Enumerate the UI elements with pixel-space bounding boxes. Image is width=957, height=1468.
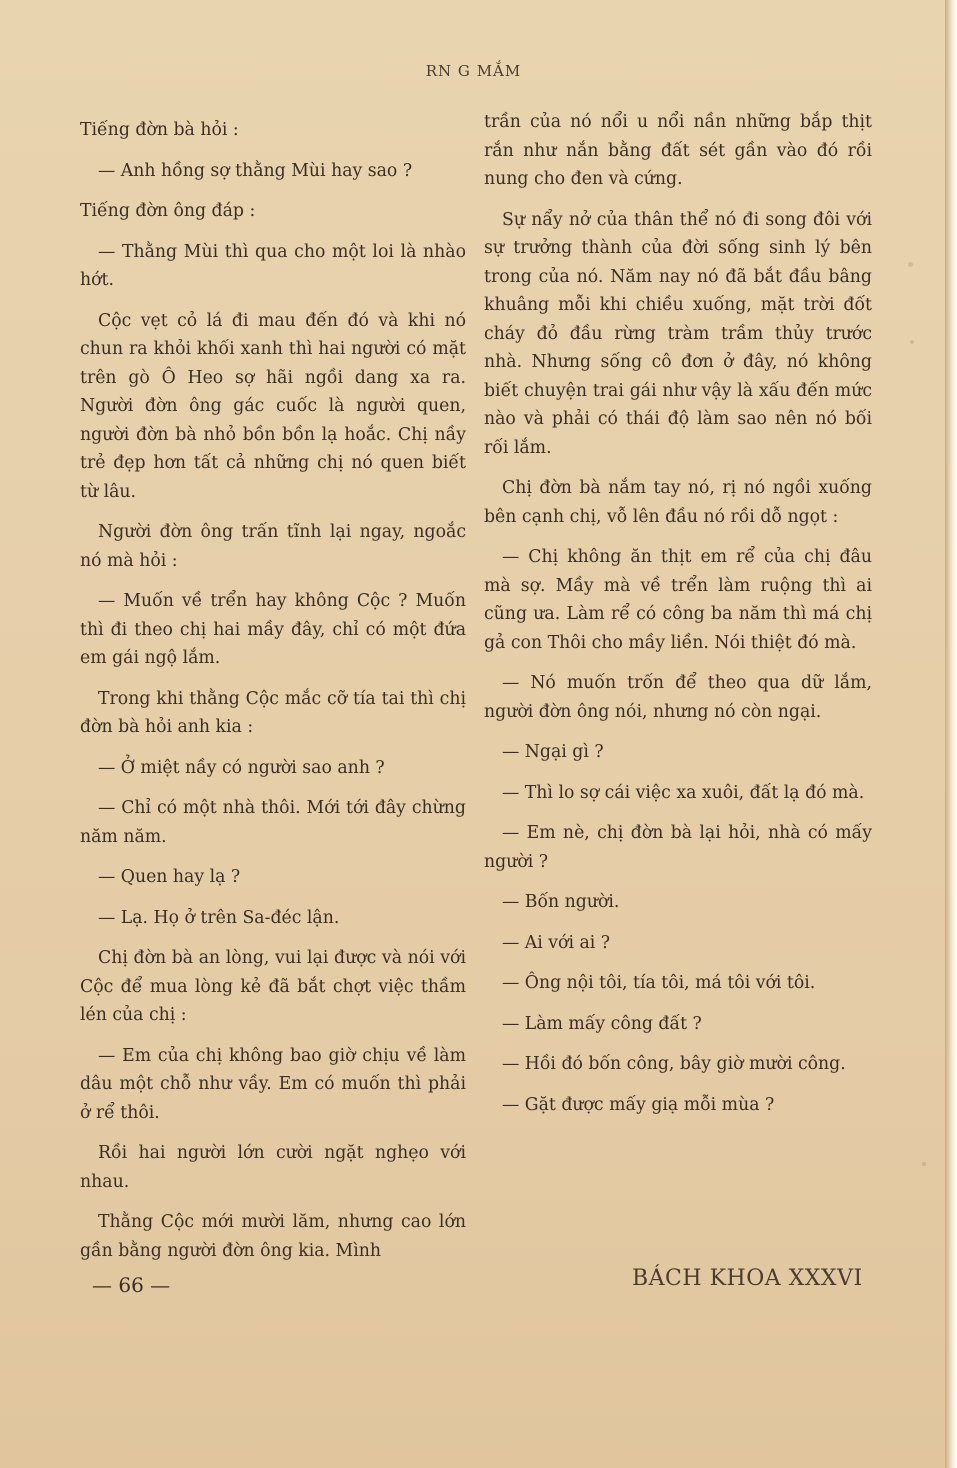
- paragraph: Rồi hai người lớn cười ngặt nghẹo với nhau.: [80, 1143, 466, 1192]
- paragraph: — Ai với ai ?: [502, 932, 611, 953]
- magazine-title: BÁCH KHOA XXXVI: [632, 1266, 863, 1291]
- paragraph: — Anh hồng sợ thằng Mùi hay sao ?: [98, 160, 413, 181]
- paragraph: — Muốn về trển hay không Cộc ? Muốn thì đi theo chị hai mầy đây, chỉ có một đứa em gái ngộ lắm.: [80, 591, 466, 668]
- paragraph: — Em của chị không bao giờ chịu về làm dâu một chỗ như vầy. Em có muốn thì phải ở rể thôi.: [80, 1045, 466, 1123]
- paragraph: — Thằng Mùi thì qua cho một loi là nhào hớt.: [80, 241, 466, 290]
- paragraph: — Ông nội tôi, tía tôi, má tôi với tôi.: [502, 973, 816, 993]
- paragraph: — Chỉ có một nhà thôi. Mới tới đây chừng năm năm.: [80, 798, 466, 847]
- right-column: [484, 108, 872, 1131]
- paragraph: — Chị không ăn thịt em rể của chị đâu mà sợ. Mầy mà về trển làm ruộng thì ai cũng ưa. Làm rể có công ba năm thì má chị gả con Thôi cho mầy liền. Nói thiệt đó mà.: [484, 547, 872, 653]
- page-number: — 66 —: [92, 1273, 171, 1297]
- paragraph: — Bốn người.: [502, 892, 620, 912]
- paragraph: Chị đờn bà nắm tay nó, rị nó ngồi xuống bên cạnh chị, vỗ lên đầu nó rồi dỗ ngọt :: [484, 478, 872, 527]
- page-edge: [945, 0, 957, 1468]
- paragraph: Thằng Cộc mới mười lăm, nhưng cao lớn gần bằng người đờn ông kia. Mình: [80, 1212, 466, 1261]
- paper-spot: [910, 340, 914, 344]
- paragraph: — Làm mấy công đất ?: [502, 1013, 702, 1034]
- paragraph: — Em nè, chị đờn bà lại hỏi, nhà có mấy người ?: [484, 823, 872, 872]
- paragraph: — Hồi đó bốn công, bây giờ mười công.: [502, 1054, 846, 1074]
- paragraph: — Quen hay lạ ?: [98, 867, 241, 887]
- paragraph: trần của nó nổi u nổi nần những bắp thịt rắn như nắn bằng đất sét gần vào đó rồi nung cho đen và cứng.: [484, 112, 872, 189]
- paragraph: — Thì lo sợ cái việc xa xuôi, đất lạ đó mà.: [502, 782, 865, 803]
- paragraph: Cộc vẹt cỏ lá đi mau đến đó và khi nó chun ra khỏi khối xanh thì hai người có mặt trên gò Ô Heo sợ hãi ngồi dang xa ra. Người đờn ông gác cuốc là người quen, người đờn bà nhỏ bồn bồn lạ hoắc. Chị nầy trẻ đẹp hơn tất cả những chị nó quen biết từ lâu.: [80, 310, 466, 502]
- paragraph: Tiếng đờn ông đáp :: [80, 201, 256, 221]
- paragraph: — Lạ. Họ ở trên Sa-đéc lận.: [98, 907, 340, 928]
- left-column: [80, 116, 466, 1277]
- running-header: RN G MẮM: [425, 62, 522, 80]
- paragraph: Người đờn ông trấn tĩnh lại ngay, ngoắc nó mà hỏi :: [80, 522, 466, 571]
- paper-spot: [922, 1162, 926, 1166]
- paragraph: Tiếng đờn bà hỏi :: [80, 120, 239, 140]
- paragraph: — Nó muốn trốn để theo qua dữ lắm, người đờn ông nói, nhưng nó còn ngại.: [484, 673, 872, 722]
- paper-spot: [908, 262, 913, 267]
- paragraph: — Ở miệt nầy có người sao anh ?: [98, 757, 385, 778]
- paragraph: Trong khi thằng Cộc mắc cỡ tía tai thì chị đờn bà hỏi anh kia :: [80, 688, 466, 737]
- paragraph: — Gặt được mấy giạ mỗi mùa ?: [502, 1094, 775, 1115]
- paragraph: — Ngại gì ?: [502, 742, 604, 762]
- paragraph: Sự nẩy nở của thân thể nó đi song đôi với sự trưởng thành của đời sống sinh lý bên trong của nó. Năm nay nó đã bắt đầu bâng khuâng mỗi khi chiều xuống, mặt trời đốt cháy đỏ đầu rừng tràm trầm thủy trước nhà. Nhưng sống cô đơn ở đây, nó không biết chuyện trai gái như vậy là xấu đến mức nào và phải có thái độ làm sao nên nó bối rối lắm.: [484, 209, 872, 458]
- paragraph: Chị đờn bà an lòng, vui lại được và nói với Cộc để mua lòng kẻ đã bắt chợt việc thầm lén của chị :: [80, 948, 466, 1025]
